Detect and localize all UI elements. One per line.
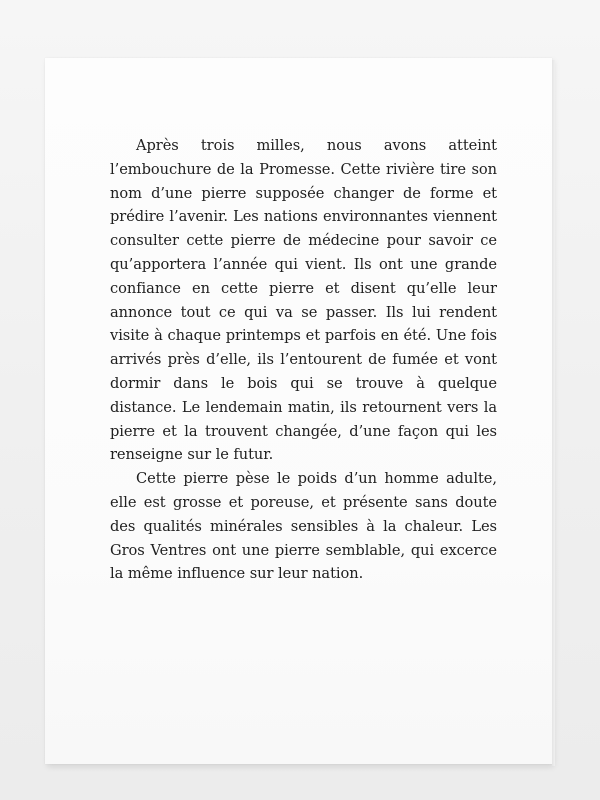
text-block bbox=[110, 134, 497, 586]
paragraph-2: Cette pierre pèse le poids d’un homme adulte, elle est grosse et poreuse, et présente sans doute des qualités minérales sensibles à la chaleur. Les Gros Ventres ont une pierre semblable, qui excerce la même influence sur leur nation. bbox=[110, 470, 497, 583]
text-canvas bbox=[45, 58, 552, 764]
paragraph-1: Après trois milles, nous avons atteint l’embouchure de la Promesse. Cette rivière tire son nom d’une pierre supposée changer de forme et prédire l’avenir. Les nations environnantes viennent consulter cette pierre de médecine pour savoir ce qu’apportera l’année qui vient. Ils ont une grande confiance en cette pierre et disent qu’elle leur annonce tout ce qui va se passer. Ils lui rendent visite à chaque printemps et parfois en été. Une fois arrivés près d’elle, ils l’entourent de fumée et vont dormir dans le bois qui se trouve à quelque distance. Le lendemain matin, ils retournent vers la pierre et la trouvent changée, d’une façon qui les renseigne sur le futur. bbox=[110, 137, 497, 464]
